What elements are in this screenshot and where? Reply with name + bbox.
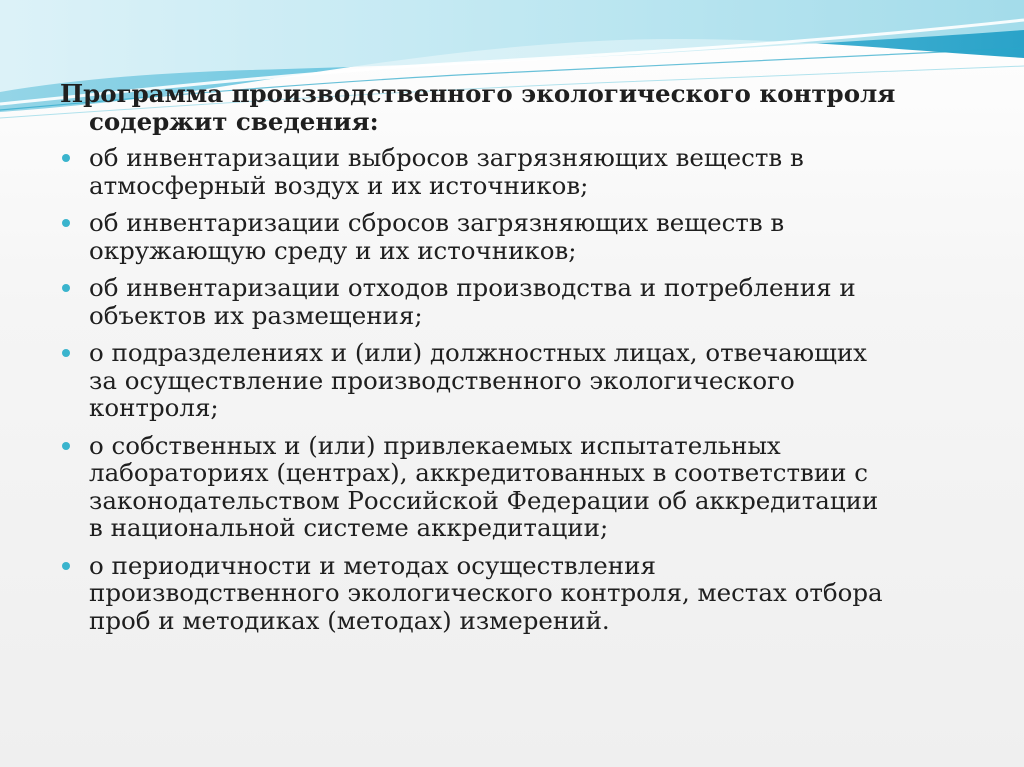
item-line: о подразделениях и (или) должностных лицах, отвечающих [89,338,867,367]
item-line: об инвентаризации выбросов загрязняющих веществ в [89,143,804,172]
item-line: лабораториях (центрах), аккредитованных в соответствии с [89,458,869,487]
item-line: о периодичности и методах осуществления [89,550,656,580]
list-item [60,209,965,264]
item-line: законодательством Российской Федерации об аккредитации [89,485,879,515]
bullet-dot-icon [62,154,70,162]
list-item [60,144,965,199]
item-line: об инвентаризации отходов производства и потребления и [89,273,856,302]
slide-heading [60,80,965,136]
list-item [60,339,965,422]
item-line: атмосферный воздух и их источников; [89,170,589,200]
item-line: объектов их размещения; [89,300,423,330]
bullet-list [60,144,965,634]
item-line: в национальной системе аккредитации; [89,513,609,542]
bullet-dot-icon [62,219,70,227]
item-line: контроля; [89,393,219,422]
bullet-dot-icon [62,284,70,292]
bullet-dot-icon [62,562,70,570]
list-item [60,274,965,329]
list-item [60,432,965,542]
item-line: об инвентаризации сбросов загрязняющих веществ в [89,208,785,237]
bullet-dot-icon [62,442,70,450]
heading-line-2: содержит сведения: [89,107,379,136]
bullet-dot-icon [62,349,70,357]
slide-content [60,80,965,644]
item-line: о собственных и (или) привлекаемых испытательных [89,430,781,460]
item-line: проб и методиках (методах) измерений. [89,605,610,635]
item-line: за осуществление производственного экологического [89,365,795,395]
heading-line-1: Программа производственного экологического контроля [60,79,896,108]
item-line: окружающую среду и их источников; [89,235,577,265]
item-line: производственного экологического контроля, местах отбора [89,578,883,607]
list-item [60,552,965,635]
